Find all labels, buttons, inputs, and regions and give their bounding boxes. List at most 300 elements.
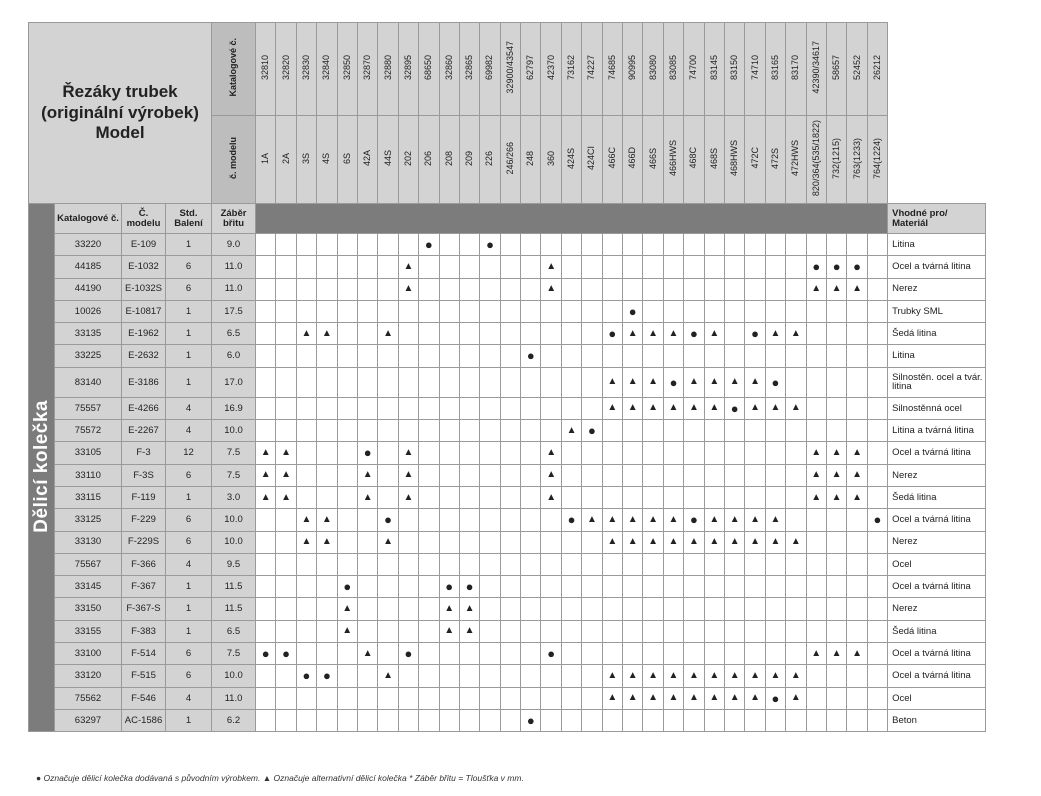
alternative-wheel-triangle-icon: ▲ [546, 447, 557, 459]
alternative-wheel-triangle-icon: ▲ [648, 513, 659, 525]
alternative-wheel-triangle-icon: ▲ [750, 536, 761, 548]
alternative-wheel-triangle-icon: ▲ [566, 424, 577, 436]
alternative-wheel-triangle-icon: ▲ [607, 669, 618, 681]
cell-pack: 6 [185, 469, 192, 481]
cell-bite: 7.5 [226, 469, 241, 481]
cell-pack: 4 [185, 558, 192, 570]
machine-model: 360 [545, 150, 556, 166]
table-row [29, 509, 986, 531]
machine-catalog-number: 83080 [647, 55, 658, 81]
cell-catalog: 33225 [74, 350, 102, 362]
cell-bite: 7.5 [226, 447, 241, 459]
original-wheel-dot-icon: ● [465, 579, 474, 595]
column-header-model: Č. modelu [126, 208, 161, 229]
alternative-wheel-triangle-icon: ▲ [750, 376, 761, 388]
alternative-wheel-triangle-icon: ▲ [627, 692, 638, 704]
alternative-wheel-triangle-icon: ▲ [811, 283, 822, 295]
machine-model: 472S [769, 147, 780, 169]
original-wheel-dot-icon: ● [771, 690, 780, 706]
machine-model: 42A [362, 150, 373, 167]
table-row [29, 420, 986, 442]
table-row [29, 256, 986, 278]
alternative-wheel-triangle-icon: ▲ [668, 327, 679, 339]
alternative-wheel-triangle-icon: ▲ [790, 669, 801, 681]
cell-pack: 6 [185, 514, 192, 526]
alternative-wheel-triangle-icon: ▲ [770, 669, 781, 681]
alternative-wheel-triangle-icon: ▲ [750, 692, 761, 704]
machine-catalog-number: 74700 [688, 55, 699, 81]
alternative-wheel-triangle-icon: ▲ [648, 669, 659, 681]
cell-model: F-3S [133, 469, 154, 481]
cell-pack: 1 [185, 714, 192, 726]
original-wheel-dot-icon: ● [526, 348, 535, 364]
alternative-wheel-triangle-icon: ▲ [546, 491, 557, 503]
alternative-wheel-triangle-icon: ▲ [709, 402, 720, 414]
cell-pack: 1 [185, 305, 192, 317]
cell-model: E-3186 [128, 376, 159, 388]
alternative-wheel-triangle-icon: ▲ [831, 469, 842, 481]
table-row [29, 300, 986, 322]
machine-catalog-number: 32860 [443, 55, 454, 81]
alternative-wheel-triangle-icon: ▲ [301, 513, 312, 525]
machine-catalog-number: 58657 [831, 55, 842, 81]
machine-catalog-number: 32900/43547 [504, 41, 515, 95]
cell-bite: 10.0 [224, 670, 243, 682]
alternative-wheel-triangle-icon: ▲ [729, 536, 740, 548]
cell-model: E-2267 [128, 424, 159, 436]
alternative-wheel-triangle-icon: ▲ [648, 376, 659, 388]
cell-bite: 17.5 [224, 305, 243, 317]
original-wheel-dot-icon: ● [424, 236, 433, 252]
alternative-wheel-triangle-icon: ▲ [668, 692, 679, 704]
alternative-wheel-triangle-icon: ▲ [831, 647, 842, 659]
title-line-2: (originální výrobek) [41, 102, 199, 122]
cell-catalog: 33130 [74, 536, 102, 548]
alternative-wheel-triangle-icon: ▲ [770, 513, 781, 525]
alternative-wheel-triangle-icon: ▲ [790, 327, 801, 339]
machine-catalog-number: 32830 [300, 55, 311, 81]
column-header-bite: Záběr břitu [220, 208, 247, 229]
alternative-wheel-triangle-icon: ▲ [607, 376, 618, 388]
alternative-wheel-triangle-icon: ▲ [546, 260, 557, 272]
table-row [29, 486, 986, 508]
alternative-wheel-triangle-icon: ▲ [464, 625, 475, 637]
cell-catalog: 75572 [74, 424, 102, 436]
cell-material: Šedá litina [892, 491, 937, 503]
cell-catalog: 75557 [74, 402, 102, 414]
cell-bite: 6.5 [226, 328, 241, 340]
table-row [29, 464, 986, 486]
original-wheel-dot-icon: ● [689, 512, 698, 528]
table-row [29, 620, 986, 642]
cell-pack: 6 [185, 647, 192, 659]
cell-bite: 9.0 [226, 238, 241, 250]
alternative-wheel-triangle-icon: ▲ [811, 447, 822, 459]
cell-model: F-383 [131, 625, 156, 637]
cell-material: Ocel a tvárná litina [892, 514, 971, 526]
alternative-wheel-triangle-icon: ▲ [444, 625, 455, 637]
alternative-wheel-triangle-icon: ▲ [811, 647, 822, 659]
cell-pack: 1 [185, 625, 192, 637]
alternative-wheel-triangle-icon: ▲ [852, 491, 862, 503]
cell-catalog: 33155 [74, 625, 102, 637]
cell-model: E-1962 [128, 328, 159, 340]
original-wheel-dot-icon: ● [669, 374, 678, 390]
cell-catalog: 33220 [74, 238, 102, 250]
original-wheel-dot-icon: ● [567, 512, 576, 528]
machine-model: 206 [423, 150, 434, 166]
machine-catalog-number: 32880 [382, 55, 393, 81]
alternative-wheel-triangle-icon: ▲ [852, 647, 862, 659]
cell-bite: 11.5 [224, 581, 243, 593]
machine-catalog-number: 26212 [871, 55, 882, 81]
alternative-wheel-triangle-icon: ▲ [607, 402, 618, 414]
legend: ● Označuje dělicí kolečka dodávaná s původním výrobkem. ▲ Označuje alternativní dělicí kolečka * Záběr břitu = Tloušťka v mm. [36, 773, 524, 783]
table-row [29, 323, 986, 345]
alternative-wheel-triangle-icon: ▲ [586, 513, 597, 525]
alternative-wheel-triangle-icon: ▲ [811, 491, 822, 503]
cell-pack: 6 [185, 670, 192, 682]
machine-model: 4S [321, 152, 332, 164]
cell-bite: 10.0 [224, 424, 243, 436]
catalog-header-label: Katalogové č. [227, 38, 238, 98]
machine-catalog-number: 74227 [586, 55, 597, 81]
alternative-wheel-triangle-icon: ▲ [790, 402, 801, 414]
alternative-wheel-triangle-icon: ▲ [627, 513, 638, 525]
alternative-wheel-triangle-icon: ▲ [464, 603, 475, 615]
cell-bite: 17.0 [224, 376, 243, 388]
alternative-wheel-triangle-icon: ▲ [729, 692, 740, 704]
machine-catalog-number: 32820 [280, 55, 291, 81]
cell-model: F-229 [131, 514, 156, 526]
original-wheel-dot-icon: ● [261, 645, 270, 661]
alternative-wheel-triangle-icon: ▲ [709, 669, 720, 681]
machine-model: 468HWS [729, 140, 740, 177]
cell-material: Šedá litina [892, 625, 937, 637]
table-row [29, 397, 986, 419]
alternative-wheel-triangle-icon: ▲ [546, 283, 557, 295]
cell-material: Silnostěnná ocel [892, 402, 962, 414]
alternative-wheel-triangle-icon: ▲ [852, 283, 862, 295]
cell-material: Ocel [892, 692, 912, 704]
cell-bite: 10.0 [224, 514, 243, 526]
cell-model: F-229S [127, 536, 160, 548]
cell-pack: 1 [185, 581, 192, 593]
cell-catalog: 83140 [74, 376, 102, 388]
alternative-wheel-triangle-icon: ▲ [750, 513, 761, 525]
table-row [29, 665, 986, 687]
cell-catalog: 44185 [74, 261, 102, 273]
cell-material: Nerez [892, 536, 918, 548]
alternative-wheel-triangle-icon: ▲ [627, 402, 638, 414]
machine-model: 1A [260, 152, 271, 164]
alternative-wheel-triangle-icon: ▲ [362, 469, 373, 481]
alternative-wheel-triangle-icon: ▲ [342, 603, 353, 615]
original-wheel-dot-icon: ● [404, 645, 413, 661]
table-row [29, 643, 986, 665]
machine-catalog-number: 83170 [790, 55, 801, 81]
cell-material: Ocel a tvárná litina [892, 647, 971, 659]
cell-catalog: 10026 [74, 305, 102, 317]
cell-catalog: 75562 [74, 692, 102, 704]
machine-catalog-number: 90995 [627, 55, 638, 81]
machine-catalog-number: 74685 [606, 55, 617, 81]
machine-catalog-number: 68650 [423, 55, 434, 81]
alternative-wheel-triangle-icon: ▲ [668, 669, 679, 681]
cell-catalog: 33120 [74, 670, 102, 682]
alternative-wheel-triangle-icon: ▲ [709, 327, 720, 339]
cell-pack: 1 [185, 350, 192, 362]
alternative-wheel-triangle-icon: ▲ [770, 402, 781, 414]
cell-catalog: 75567 [74, 558, 102, 570]
table-row [29, 709, 986, 731]
alternative-wheel-triangle-icon: ▲ [546, 469, 557, 481]
alternative-wheel-triangle-icon: ▲ [403, 469, 414, 481]
machine-model: 820/364(535/1822) [810, 120, 821, 197]
column-header-pack: Std. Balení [174, 208, 203, 229]
table-row [29, 598, 986, 620]
alternative-wheel-triangle-icon: ▲ [627, 327, 638, 339]
alternative-wheel-triangle-icon: ▲ [281, 491, 292, 503]
table-row [29, 367, 986, 397]
cell-bite: 11.0 [224, 283, 243, 295]
original-wheel-dot-icon: ● [812, 259, 821, 275]
alternative-wheel-triangle-icon: ▲ [648, 327, 659, 339]
alternative-wheel-triangle-icon: ▲ [688, 536, 699, 548]
alternative-wheel-triangle-icon: ▲ [709, 513, 720, 525]
original-wheel-dot-icon: ● [853, 259, 861, 275]
original-wheel-dot-icon: ● [771, 374, 780, 390]
cell-bite: 6.5 [226, 625, 241, 637]
original-wheel-dot-icon: ● [751, 326, 759, 342]
cell-catalog: 33105 [74, 447, 102, 459]
machine-catalog-number: 32895 [402, 55, 413, 81]
alternative-wheel-triangle-icon: ▲ [688, 692, 699, 704]
alternative-wheel-triangle-icon: ▲ [627, 376, 638, 388]
cell-model: F-546 [131, 692, 156, 704]
cell-material: Nerez [892, 283, 918, 295]
original-wheel-dot-icon: ● [322, 668, 331, 684]
alternative-wheel-triangle-icon: ▲ [627, 669, 638, 681]
cell-bite: 6.0 [226, 350, 241, 362]
alternative-wheel-triangle-icon: ▲ [648, 402, 659, 414]
cell-catalog: 33115 [75, 491, 101, 503]
alternative-wheel-triangle-icon: ▲ [750, 402, 761, 414]
original-wheel-dot-icon: ● [445, 579, 454, 595]
cell-model: E-2632 [128, 350, 159, 362]
alternative-wheel-triangle-icon: ▲ [668, 536, 679, 548]
machine-model: 468C [688, 147, 699, 169]
alternative-wheel-triangle-icon: ▲ [281, 447, 292, 459]
table-row [29, 234, 986, 256]
alternative-wheel-triangle-icon: ▲ [383, 536, 393, 548]
machine-model: 424S [566, 147, 577, 169]
cell-catalog: 33125 [74, 514, 102, 526]
cell-material: Nerez [892, 603, 918, 615]
alternative-wheel-triangle-icon: ▲ [383, 669, 393, 681]
cell-material: Trubky SML [892, 305, 943, 317]
alternative-wheel-triangle-icon: ▲ [281, 469, 292, 481]
machine-catalog-number: 83085 [668, 55, 678, 81]
machine-model: 763(1233) [851, 137, 862, 179]
cell-model: F-515 [131, 670, 156, 682]
alternative-wheel-triangle-icon: ▲ [362, 491, 373, 503]
original-wheel-dot-icon: ● [873, 512, 882, 528]
cell-model: F-514 [131, 647, 156, 659]
original-wheel-dot-icon: ● [343, 579, 352, 595]
cell-pack: 1 [185, 328, 192, 340]
machine-model: 472HWS [790, 140, 801, 177]
alternative-wheel-triangle-icon: ▲ [607, 513, 618, 525]
original-wheel-dot-icon: ● [547, 645, 556, 661]
machine-model: 3S [300, 152, 311, 164]
alternative-wheel-triangle-icon: ▲ [403, 260, 414, 272]
alternative-wheel-triangle-icon: ▲ [383, 327, 393, 339]
cell-catalog: 33150 [74, 603, 102, 615]
machine-catalog-number: 32850 [341, 55, 352, 81]
alternative-wheel-triangle-icon: ▲ [688, 669, 699, 681]
alternative-wheel-triangle-icon: ▲ [688, 376, 699, 388]
machine-model: 764(1224) [871, 137, 882, 179]
cell-pack: 12 [183, 447, 194, 459]
alternative-wheel-triangle-icon: ▲ [750, 669, 761, 681]
alternative-wheel-triangle-icon: ▲ [648, 692, 659, 704]
machine-catalog-number: 83150 [729, 55, 740, 81]
machine-model: 468S [708, 147, 719, 169]
cell-catalog: 33135 [74, 328, 102, 340]
alternative-wheel-triangle-icon: ▲ [729, 513, 740, 525]
cell-model: F-367-S [126, 603, 161, 615]
cell-pack: 6 [185, 261, 192, 273]
cell-material: Litina [892, 350, 915, 362]
machine-catalog-number: 83145 [708, 55, 719, 81]
cell-model: E-1032S [125, 283, 162, 295]
model-header-label: č. modelu [227, 137, 238, 180]
alternative-wheel-triangle-icon: ▲ [852, 447, 862, 459]
machine-catalog-number: 32870 [362, 55, 373, 81]
cell-material: Litina a tvárná litina [892, 424, 974, 436]
machine-model: 202 [402, 150, 413, 166]
machine-catalog-number: 42370 [545, 55, 556, 81]
cell-material: Litina [892, 238, 915, 250]
alternative-wheel-triangle-icon: ▲ [770, 536, 781, 548]
machine-catalog-number: 32840 [321, 55, 332, 81]
alternative-wheel-triangle-icon: ▲ [729, 669, 740, 681]
alternative-wheel-triangle-icon: ▲ [709, 376, 720, 388]
table-row [29, 345, 986, 367]
cell-pack: 6 [185, 283, 192, 295]
original-wheel-dot-icon: ● [282, 645, 291, 661]
machine-model: 44S [382, 150, 393, 167]
original-wheel-dot-icon: ● [526, 712, 535, 728]
alternative-wheel-triangle-icon: ▲ [668, 402, 679, 414]
original-wheel-dot-icon: ● [608, 326, 617, 342]
cell-bite: 16.9 [224, 402, 243, 414]
table-title [29, 23, 212, 204]
cell-material: Ocel a tvárná litina [892, 670, 971, 682]
machine-catalog-number: 73162 [566, 55, 577, 81]
alternative-wheel-triangle-icon: ▲ [403, 447, 414, 459]
machine-model: 472C [749, 147, 760, 169]
cell-model: F-119 [131, 491, 156, 503]
original-wheel-dot-icon: ● [628, 303, 637, 319]
cell-model: E-4266 [128, 402, 159, 414]
compatibility-table [28, 22, 986, 732]
alternative-wheel-triangle-icon: ▲ [362, 647, 373, 659]
alternative-wheel-triangle-icon: ▲ [709, 536, 720, 548]
cell-model: E-1032 [128, 261, 159, 273]
machine-model: 209 [464, 150, 475, 166]
alternative-wheel-triangle-icon: ▲ [790, 692, 801, 704]
cell-model: E-10817 [125, 305, 162, 317]
alternative-wheel-triangle-icon: ▲ [260, 447, 271, 459]
machine-catalog-number: 74710 [749, 55, 760, 81]
cell-material: Ocel a tvárná litina [892, 447, 971, 459]
alternative-wheel-triangle-icon: ▲ [321, 513, 332, 525]
alternative-wheel-triangle-icon: ▲ [831, 283, 842, 295]
cell-catalog: 44190 [74, 283, 102, 295]
original-wheel-dot-icon: ● [689, 326, 698, 342]
alternative-wheel-triangle-icon: ▲ [321, 536, 332, 548]
cell-material: Ocel a tvárná litina [892, 581, 971, 593]
table-row [29, 553, 986, 575]
alternative-wheel-triangle-icon: ▲ [403, 283, 414, 295]
table-row [29, 687, 986, 709]
cell-model: F-367 [131, 581, 156, 593]
cell-model: AC-1586 [124, 714, 163, 726]
cell-pack: 4 [185, 424, 192, 436]
alternative-wheel-triangle-icon: ▲ [301, 536, 312, 548]
cell-bite: 6.2 [226, 714, 241, 726]
cell-pack: 4 [185, 402, 192, 414]
table-row [29, 442, 986, 464]
cell-model: F-3 [136, 447, 151, 459]
alternative-wheel-triangle-icon: ▲ [627, 536, 638, 548]
original-wheel-dot-icon: ● [832, 259, 841, 275]
alternative-wheel-triangle-icon: ▲ [342, 625, 353, 637]
cell-bite: 11.0 [224, 261, 243, 273]
machine-model: 248 [525, 150, 536, 166]
alternative-wheel-triangle-icon: ▲ [444, 603, 455, 615]
machine-model: 424CI [586, 146, 597, 171]
cell-material: Ocel a tvárná litina [892, 261, 971, 273]
cell-bite: 11.5 [224, 603, 243, 615]
alternative-wheel-triangle-icon: ▲ [831, 491, 842, 503]
cell-material: Ocel [892, 558, 912, 570]
alternative-wheel-triangle-icon: ▲ [321, 327, 332, 339]
alternative-wheel-triangle-icon: ▲ [607, 536, 618, 548]
alternative-wheel-triangle-icon: ▲ [770, 327, 781, 339]
alternative-wheel-triangle-icon: ▲ [709, 692, 720, 704]
original-wheel-dot-icon: ● [384, 512, 392, 528]
machine-model: 226 [484, 150, 495, 166]
machine-model: 208 [443, 150, 454, 166]
alternative-wheel-triangle-icon: ▲ [852, 469, 862, 481]
cell-material: Beton [892, 714, 917, 726]
alternative-wheel-triangle-icon: ▲ [811, 469, 822, 481]
original-wheel-dot-icon: ● [302, 668, 311, 684]
machine-catalog-number: 62797 [525, 55, 536, 81]
alternative-wheel-triangle-icon: ▲ [301, 327, 312, 339]
machine-catalog-number: 52452 [851, 55, 862, 81]
machine-model: 246/266 [504, 141, 515, 175]
alternative-wheel-triangle-icon: ▲ [668, 513, 679, 525]
machine-catalog-number: 69982 [484, 55, 495, 81]
table-row [29, 278, 986, 300]
machine-model: 466C [606, 147, 617, 169]
column-header-catalog: Katalogové č. [57, 212, 119, 224]
cell-material: Silnostěn. ocel a tvár. litina [892, 371, 983, 393]
